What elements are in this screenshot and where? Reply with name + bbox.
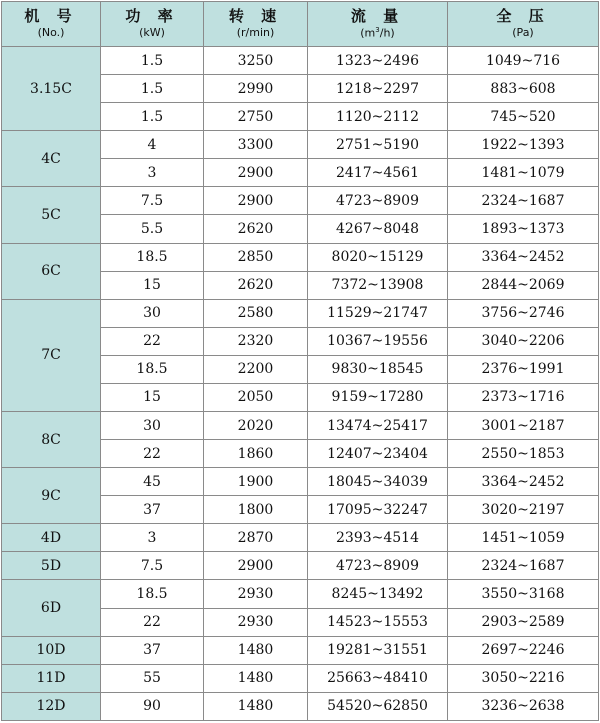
speed-cell: 2580 [204, 299, 308, 327]
header-pressure-label: 全 压 [496, 7, 550, 26]
pressure-cell: 1893~1373 [448, 215, 599, 243]
speed-cell: 2750 [204, 103, 308, 131]
model-cell: 10D [2, 636, 101, 664]
header-speed-unit: (r/min) [236, 26, 275, 40]
power-cell: 4 [101, 131, 204, 159]
speed-cell: 2620 [204, 271, 308, 299]
header-row [2, 2, 599, 47]
power-cell: 18.5 [101, 355, 204, 383]
flow-cell: 4723~8909 [308, 552, 448, 580]
header-model [2, 2, 101, 47]
table-row [2, 412, 599, 440]
header-model-label: 机 号 [24, 7, 78, 26]
model-cell: 5C [2, 187, 101, 243]
speed-cell: 2050 [204, 383, 308, 411]
speed-cell: 2620 [204, 215, 308, 243]
flow-cell: 14523~15553 [308, 608, 448, 636]
model-cell: 3.15C [2, 47, 101, 131]
header-flow-label: 流 量 [350, 7, 405, 26]
table-row [2, 664, 599, 692]
speed-cell: 1860 [204, 440, 308, 468]
power-cell: 30 [101, 412, 204, 440]
table-row [2, 636, 599, 664]
header-flow [308, 2, 448, 47]
flow-cell: 2751~5190 [308, 131, 448, 159]
pressure-cell: 2376~1991 [448, 355, 599, 383]
speed-cell: 3300 [204, 131, 308, 159]
model-cell: 7C [2, 299, 101, 411]
power-cell: 30 [101, 299, 204, 327]
pressure-cell: 1922~1393 [448, 131, 599, 159]
pressure-cell: 3756~2746 [448, 299, 599, 327]
speed-cell: 1900 [204, 468, 308, 496]
header-model-unit: (No.) [37, 26, 65, 40]
flow-cell: 4267~8048 [308, 215, 448, 243]
model-cell: 12D [2, 692, 101, 720]
flow-cell: 19281~31551 [308, 636, 448, 664]
pressure-cell: 745~520 [448, 103, 599, 131]
header-flow-unit-sup: 3 [375, 25, 380, 34]
pressure-cell: 2373~1716 [448, 383, 599, 411]
power-cell: 7.5 [101, 187, 204, 215]
power-cell: 22 [101, 608, 204, 636]
speed-cell: 2850 [204, 243, 308, 271]
pressure-cell: 3001~2187 [448, 412, 599, 440]
pressure-cell: 2697~2246 [448, 636, 599, 664]
power-cell: 22 [101, 440, 204, 468]
fan-spec-table [1, 1, 599, 721]
header-power [101, 2, 204, 47]
power-cell: 1.5 [101, 75, 204, 103]
power-cell: 1.5 [101, 103, 204, 131]
speed-cell: 1480 [204, 692, 308, 720]
speed-cell: 2020 [204, 412, 308, 440]
table-row [2, 468, 599, 496]
flow-cell: 13474~25417 [308, 412, 448, 440]
speed-cell: 2900 [204, 159, 308, 187]
table-row [2, 580, 599, 608]
power-cell: 90 [101, 692, 204, 720]
pressure-cell: 2844~2069 [448, 271, 599, 299]
power-cell: 3 [101, 159, 204, 187]
pressure-cell: 3550~3168 [448, 580, 599, 608]
flow-cell: 1218~2297 [308, 75, 448, 103]
flow-cell: 4723~8909 [308, 187, 448, 215]
speed-cell: 2930 [204, 608, 308, 636]
flow-cell: 8245~13492 [308, 580, 448, 608]
flow-cell: 1323~2496 [308, 47, 448, 75]
table-row [2, 524, 599, 552]
table-row [2, 131, 599, 159]
header-pressure [448, 2, 599, 47]
table-header [2, 2, 599, 47]
model-cell: 6D [2, 580, 101, 636]
flow-cell: 2393~4514 [308, 524, 448, 552]
flow-cell: 8020~15129 [308, 243, 448, 271]
pressure-cell: 3364~2452 [448, 243, 599, 271]
speed-cell: 2930 [204, 580, 308, 608]
model-cell: 6C [2, 243, 101, 299]
power-cell: 15 [101, 271, 204, 299]
power-cell: 37 [101, 636, 204, 664]
speed-cell: 2990 [204, 75, 308, 103]
flow-cell: 7372~13908 [308, 271, 448, 299]
pressure-cell: 2324~1687 [448, 552, 599, 580]
speed-cell: 1480 [204, 664, 308, 692]
pressure-cell: 3040~2206 [448, 327, 599, 355]
header-speed [204, 2, 308, 47]
pressure-cell: 3050~2216 [448, 664, 599, 692]
flow-cell: 9830~18545 [308, 355, 448, 383]
table-body [2, 47, 599, 721]
table-row [2, 47, 599, 75]
power-cell: 5.5 [101, 215, 204, 243]
header-pressure-unit: (Pa) [512, 26, 534, 40]
pressure-cell: 2903~2589 [448, 608, 599, 636]
table-row [2, 299, 599, 327]
header-flow-unit-pre: (m [360, 26, 376, 40]
flow-cell: 11529~21747 [308, 299, 448, 327]
model-cell: 8C [2, 412, 101, 468]
speed-cell: 2900 [204, 552, 308, 580]
pressure-cell: 883~608 [448, 75, 599, 103]
table-row [2, 552, 599, 580]
flow-cell: 25663~48410 [308, 664, 448, 692]
power-cell: 22 [101, 327, 204, 355]
flow-cell: 18045~34039 [308, 468, 448, 496]
model-cell: 5D [2, 552, 101, 580]
model-cell: 9C [2, 468, 101, 524]
speed-cell: 2870 [204, 524, 308, 552]
power-cell: 15 [101, 383, 204, 411]
header-speed-label: 转 速 [228, 7, 283, 26]
speed-cell: 2320 [204, 327, 308, 355]
speed-cell: 1800 [204, 496, 308, 524]
speed-cell: 2200 [204, 355, 308, 383]
flow-cell: 10367~19556 [308, 327, 448, 355]
table-row [2, 243, 599, 271]
power-cell: 45 [101, 468, 204, 496]
pressure-cell: 1049~716 [448, 47, 599, 75]
header-flow-unit [308, 27, 447, 39]
flow-cell: 2417~4561 [308, 159, 448, 187]
power-cell: 18.5 [101, 580, 204, 608]
table-row [2, 187, 599, 215]
power-cell: 18.5 [101, 243, 204, 271]
header-power-label: 功 率 [125, 7, 179, 26]
pressure-cell: 2550~1853 [448, 440, 599, 468]
pressure-cell: 3236~2638 [448, 692, 599, 720]
header-flow-unit-post: /h) [379, 26, 395, 40]
speed-cell: 3250 [204, 47, 308, 75]
flow-cell: 12407~23404 [308, 440, 448, 468]
speed-cell: 1480 [204, 636, 308, 664]
power-cell: 3 [101, 524, 204, 552]
pressure-cell: 1451~1059 [448, 524, 599, 552]
speed-cell: 2900 [204, 187, 308, 215]
power-cell: 55 [101, 664, 204, 692]
pressure-cell: 3020~2197 [448, 496, 599, 524]
flow-cell: 9159~17280 [308, 383, 448, 411]
table-row [2, 692, 599, 720]
power-cell: 1.5 [101, 47, 204, 75]
power-cell: 37 [101, 496, 204, 524]
model-cell: 11D [2, 664, 101, 692]
power-cell: 7.5 [101, 552, 204, 580]
pressure-cell: 3364~2452 [448, 468, 599, 496]
model-cell: 4D [2, 524, 101, 552]
model-cell: 4C [2, 131, 101, 187]
flow-cell: 54520~62850 [308, 692, 448, 720]
pressure-cell: 2324~1687 [448, 187, 599, 215]
flow-cell: 1120~2112 [308, 103, 448, 131]
pressure-cell: 1481~1079 [448, 159, 599, 187]
header-power-unit: (kW) [139, 26, 165, 40]
flow-cell: 17095~32247 [308, 496, 448, 524]
